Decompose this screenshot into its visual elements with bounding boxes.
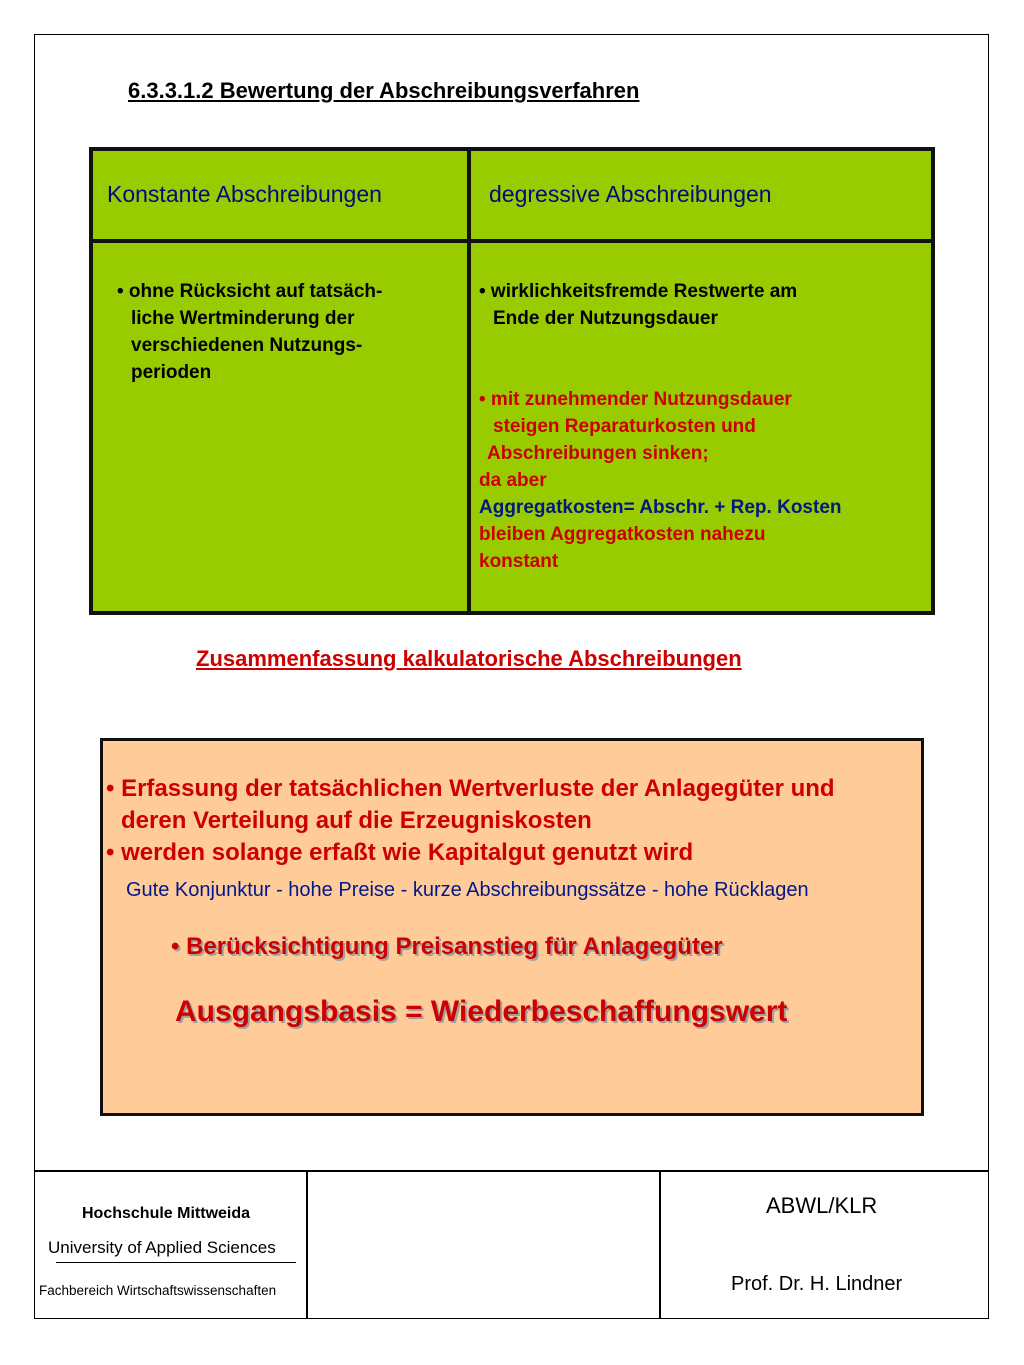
footer-school: Hochschule Mittweida: [82, 1205, 251, 1222]
footer-university: University of Applied Sciences: [48, 1238, 276, 1257]
footer-department: Fachbereich Wirtschaftswissenschaften: [39, 1283, 277, 1298]
header-konstante: Konstante Abschreibungen: [107, 181, 382, 207]
summary-heading: Zusammenfassung kalkulatorische Abschreibungen: [196, 646, 742, 671]
cell-degressive: [479, 278, 929, 575]
cell-line: steigen Reparaturkosten und: [493, 416, 756, 437]
cell-line: Abschreibungen sinken;: [487, 443, 709, 464]
spacer: [479, 332, 929, 386]
comparison-table: [89, 147, 935, 615]
cell-line: perioden: [131, 362, 212, 383]
cell-line: konstant: [479, 551, 559, 572]
conclusion-text: Ausgangsbasis = Wiederbeschaffungswert: [175, 995, 788, 1028]
header-degressive: degressive Abschreibungen: [489, 181, 772, 207]
cell-line: • mit zunehmender Nutzungsdauer: [479, 389, 792, 410]
summary-bullet-line: • Berücksichtigung Preisanstieg für Anlagegüter: [171, 933, 723, 960]
table-header-divider: [93, 239, 931, 243]
cell-line: • ohne Rücksicht auf tatsäch-: [117, 281, 383, 302]
footer-column-divider: [659, 1170, 661, 1319]
footer-divider: [34, 1170, 989, 1172]
cell-line: Ende der Nutzungsdauer: [493, 308, 718, 329]
summary-bullet-line: • werden solange erfaßt wie Kapitalgut genutzt wird: [106, 839, 694, 866]
cell-line: • wirklichkeitsfremde Restwerte am: [479, 281, 798, 302]
page-title: 6.3.3.1.2 Bewertung der Abschreibungsverfahren: [128, 78, 640, 103]
cell-line: liche Wertminderung der: [131, 308, 355, 329]
cell-line: verschiedenen Nutzungs-: [131, 335, 363, 356]
cell-line: bleiben Aggregatkosten nahezu: [479, 524, 766, 545]
footer-course: ABWL/KLR: [766, 1193, 878, 1218]
cell-line: Aggregatkosten= Abschr. + Rep. Kosten: [479, 497, 842, 518]
cell-line: da aber: [479, 470, 547, 491]
konjunktur-line: Gute Konjunktur - hohe Preise - kurze Abschreibungssätze - hohe Rücklagen: [126, 879, 809, 901]
summary-bullet-line: • Erfassung der tatsächlichen Wertverluste der Anlagegüter und: [106, 775, 835, 802]
footer-column-divider: [306, 1170, 308, 1319]
footer-professor: Prof. Dr. H. Lindner: [731, 1273, 903, 1295]
table-column-divider: [467, 151, 471, 611]
summary-bullet-line: deren Verteilung auf die Erzeugniskosten: [121, 807, 592, 834]
summary-box: [100, 738, 924, 1116]
footer-underline: [56, 1262, 296, 1263]
cell-konstante: [117, 278, 447, 386]
